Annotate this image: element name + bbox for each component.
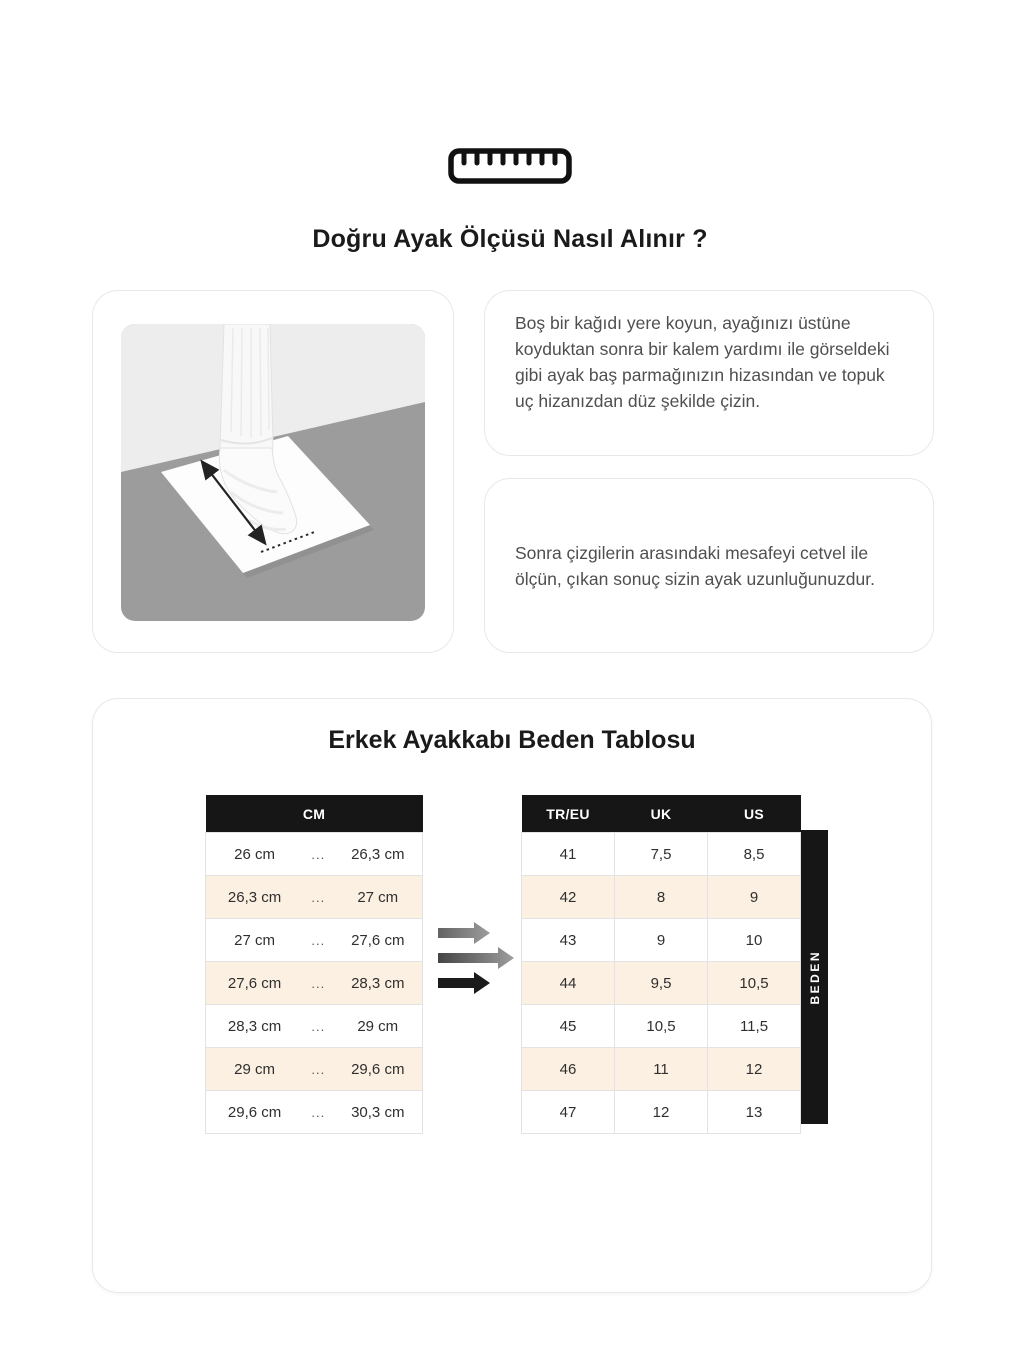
beden-side-bar [801,830,828,1124]
cm-from-cell: 29,6 cm [206,1091,304,1134]
cm-table-body [206,833,423,1134]
cm-to-cell: 29,6 cm [334,1048,423,1091]
us-cell: 12 [708,1048,801,1091]
international-size-table [521,795,801,1134]
size-table-body [522,833,801,1134]
instruction-step2-text: Sonra çizgilerin arasındaki mesafeyi cetvel ile ölçün, çıkan sonuç sizin ayak uzunluğunuzdur. [515,542,875,589]
cm-to-cell: 27,6 cm [334,919,423,962]
cm-from-cell: 26,3 cm [206,876,304,919]
cm-to-cell: 30,3 cm [334,1091,423,1134]
uk-cell: 7,5 [615,833,708,876]
conversion-arrows [423,795,521,999]
cm-table-row [206,876,423,919]
tr-eu-cell: 42 [522,876,615,919]
uk-cell: 11 [615,1048,708,1091]
us-cell: 11,5 [708,1005,801,1048]
foot-measurement-photo [121,324,425,621]
cm-to-cell: 29 cm [334,1005,423,1048]
tr-eu-cell: 41 [522,833,615,876]
cm-from-cell: 26 cm [206,833,304,876]
measurement-photo-card [92,290,454,653]
cm-from-cell: 27,6 cm [206,962,304,1005]
instruction-step1-text: Boş bir kağıdı yere koyun, ayağınızı üstüne koyduktan sonra bir kalem yardımı ile görseldeki gibi ayak baş parmağınızın hizasından ve topuk uç hizanızdan düz şekilde çizin. [515,313,890,411]
triple-right-arrows-icon [438,922,516,994]
cm-from-cell: 29 cm [206,1048,304,1091]
size-table-header-row [522,795,801,833]
cm-to-cell: 28,3 cm [334,962,423,1005]
cm-table-row [206,1048,423,1091]
uk-cell: 8 [615,876,708,919]
dots-separator: ... [303,1048,333,1091]
cm-table-row [206,1005,423,1048]
cm-range-table [205,795,423,1134]
size-tables-zone [93,795,931,1134]
size-table-row [522,833,801,876]
uk-cell: 10,5 [615,1005,708,1048]
uk-header: UK [615,795,708,833]
us-header: US [708,795,801,833]
size-table-row [522,1091,801,1134]
page-title: Doğru Ayak Ölçüsü Nasıl Alınır ? [312,225,708,253]
international-size-block [521,795,828,1134]
tr-eu-cell: 44 [522,962,615,1005]
size-table-card [92,698,932,1293]
size-table-row [522,1048,801,1091]
beden-label: BEDEN [807,949,822,1005]
cm-table-row [206,962,423,1005]
cm-to-cell: 26,3 cm [334,833,423,876]
dots-separator: ... [303,962,333,1005]
dots-separator: ... [303,833,333,876]
instruction-card-step2 [484,478,934,653]
size-table-row [522,876,801,919]
us-cell: 10 [708,919,801,962]
cm-table-header: CM [206,795,423,833]
us-cell: 9 [708,876,801,919]
uk-cell: 9,5 [615,962,708,1005]
tr-eu-header: TR/EU [522,795,615,833]
size-table-row [522,962,801,1005]
instruction-cards-column [484,290,934,653]
foot-on-paper-illustration [121,324,425,621]
size-table-row [522,1005,801,1048]
tr-eu-cell: 47 [522,1091,615,1134]
cm-table-row [206,1091,423,1134]
cm-from-cell: 28,3 cm [206,1005,304,1048]
cm-from-cell: 27 cm [206,919,304,962]
us-cell: 10,5 [708,962,801,1005]
instruction-section [92,290,934,653]
tr-eu-cell: 43 [522,919,615,962]
ruler-icon [448,148,572,184]
uk-cell: 9 [615,919,708,962]
us-cell: 13 [708,1091,801,1134]
uk-cell: 12 [615,1091,708,1134]
dots-separator: ... [303,1091,333,1134]
tr-eu-cell: 46 [522,1048,615,1091]
tr-eu-cell: 45 [522,1005,615,1048]
dots-separator: ... [303,1005,333,1048]
dots-separator: ... [303,876,333,919]
size-table-title: Erkek Ayakkabı Beden Tablosu [328,726,696,754]
instruction-card-step1 [484,290,934,456]
cm-table-row [206,833,423,876]
guide-header [0,0,1020,254]
cm-table-row [206,919,423,962]
cm-to-cell: 27 cm [334,876,423,919]
size-table-row [522,919,801,962]
us-cell: 8,5 [708,833,801,876]
dots-separator: ... [303,919,333,962]
